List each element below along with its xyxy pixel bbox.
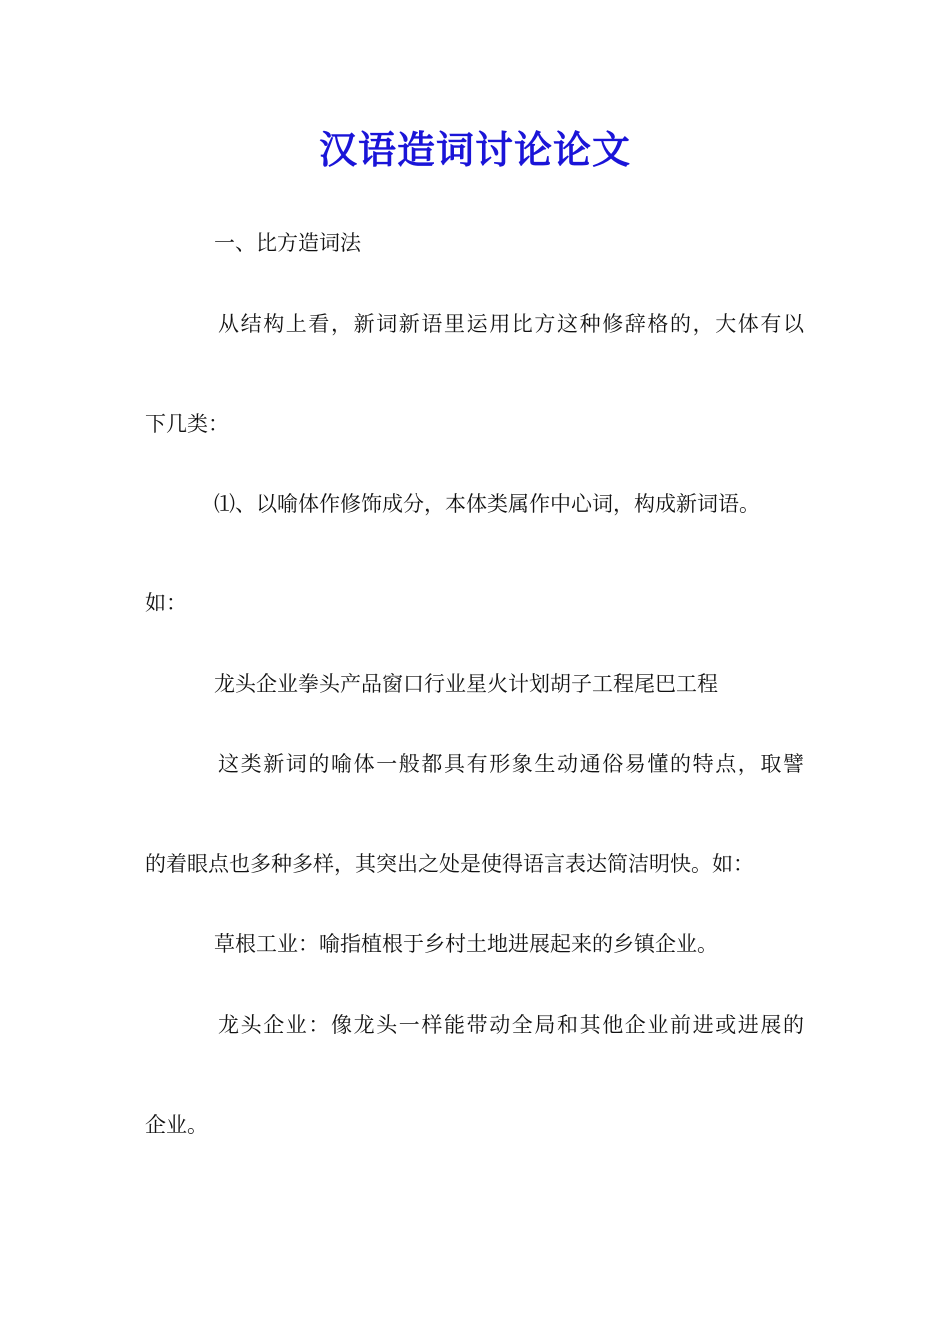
paragraph-line: 这类新词的喻体一般都具有形象生动通俗易懂的特点，取譬 [218,752,804,776]
paragraph-line: 如： [145,591,187,615]
paragraph-line: 从结构上看，新词新语里运用比方这种修辞格的，大体有以 [218,312,804,336]
paragraph-line: ⑴、以喻体作修饰成分，本体类属作中心词，构成新词语。 [214,492,760,516]
example-terms: 龙头企业拳头产品窗口行业星火计划胡子工程尾巴工程 [214,672,718,696]
definition-line: 草根工业：喻指植根于乡村土地进展起来的乡镇企业。 [214,932,718,956]
document-title: 汉语造词讨论论文 [318,127,631,172]
definition-line: 龙头企业：像龙头一样能带动全局和其他企业前进或进展的 [218,1013,804,1037]
paragraph-line: 企业。 [145,1113,208,1137]
section-heading: 一、比方造词法 [214,231,361,255]
paragraph-line: 下几类： [145,412,229,436]
paragraph-line: 的着眼点也多种多样，其突出之处是使得语言表达简洁明快。如： [145,852,754,876]
